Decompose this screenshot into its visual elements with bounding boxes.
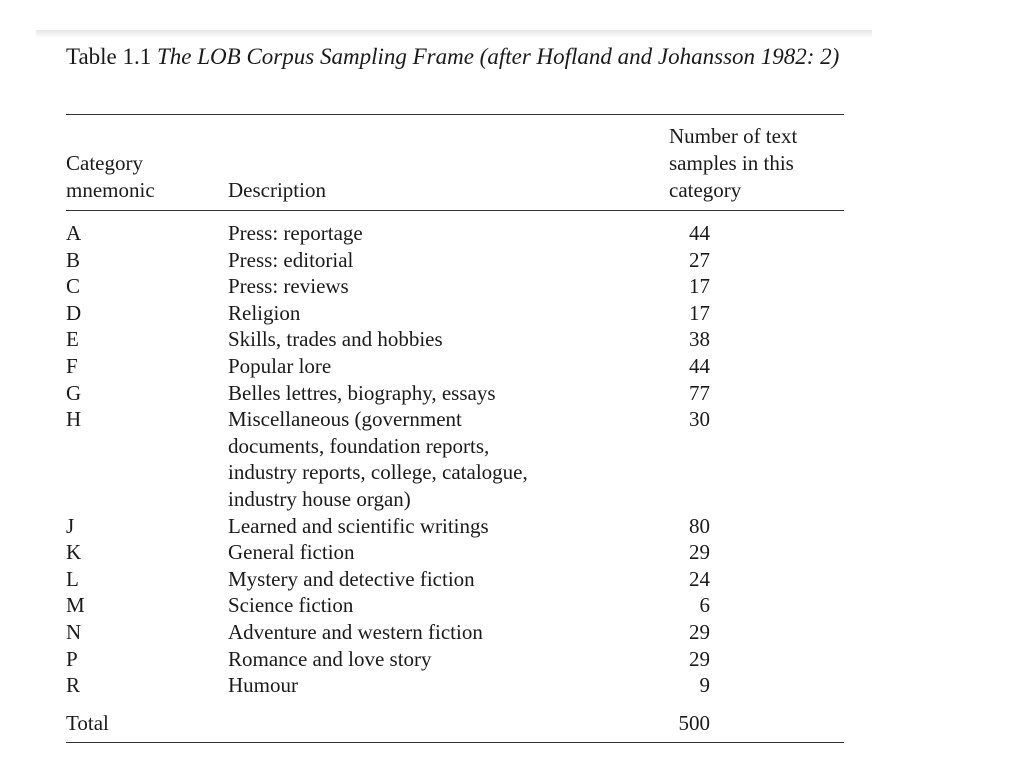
sample-count: 17 (689, 300, 710, 325)
category-description: Learned and scientific writings (228, 513, 489, 538)
category-description: Science fiction (228, 593, 354, 618)
category-code: F (66, 354, 78, 378)
sample-count: 6 (699, 593, 710, 618)
table-caption (66, 43, 856, 71)
category-description: Press: reviews (228, 274, 349, 299)
category-code: J (66, 513, 75, 538)
category-code: C (66, 274, 81, 299)
category-code: G (66, 380, 82, 405)
header-description: Description (228, 178, 326, 202)
sample-count: 30 (689, 407, 710, 432)
total-count: 500 (678, 711, 710, 735)
total-label: Total (66, 711, 109, 735)
category-description: Humour (228, 673, 298, 698)
category-description: Press: reportage (228, 221, 363, 245)
sample-count: 29 (689, 620, 710, 644)
category-description: Mystery and detective fiction (228, 566, 475, 591)
category-description: Romance and love story (228, 646, 432, 671)
header-category: Category mnemonic (66, 151, 155, 202)
category-code: N (66, 620, 82, 644)
category-description: Religion (228, 300, 301, 325)
sample-count: 27 (689, 247, 710, 272)
category-description: Belles lettres, biography, essays (228, 380, 496, 405)
sample-count: 17 (689, 274, 710, 299)
bottom-rule (66, 742, 844, 743)
category-description: Miscellaneous (government documents, foundation reports, industry reports, college, catalogue, industry house organ) (228, 407, 528, 511)
category-description: Skills, trades and hobbies (228, 327, 443, 352)
category-code: B (66, 247, 81, 272)
category-description: General fiction (228, 540, 355, 565)
category-code: L (66, 566, 79, 591)
header-count: Number of text samples in this category (669, 124, 798, 202)
category-code: D (66, 300, 82, 325)
category-code: M (66, 593, 85, 618)
sample-count: 44 (689, 354, 710, 378)
header-rule (66, 210, 844, 211)
top-rule (66, 114, 844, 115)
sample-count: 44 (689, 221, 710, 245)
category-code: K (66, 540, 82, 565)
category-code: E (66, 327, 79, 352)
sample-count: 38 (689, 327, 710, 352)
sample-count: 24 (689, 566, 710, 591)
table-title: The LOB Corpus Sampling Frame (after Hofland and Johansson 1982: 2) (157, 44, 840, 69)
category-description: Adventure and western fiction (228, 620, 483, 644)
sample-count: 9 (699, 673, 710, 698)
sample-count: 80 (689, 513, 710, 538)
category-code: H (66, 407, 82, 432)
page-edge-shadow (36, 30, 872, 38)
sample-count: 29 (689, 646, 710, 671)
category-description: Popular lore (228, 354, 332, 378)
category-code: A (66, 221, 82, 245)
category-code: P (66, 646, 78, 671)
table-label: Table 1.1 (66, 44, 152, 69)
sample-count: 77 (689, 380, 710, 405)
sample-count: 29 (689, 540, 710, 565)
category-code: R (66, 673, 81, 698)
category-description: Press: editorial (228, 247, 354, 272)
